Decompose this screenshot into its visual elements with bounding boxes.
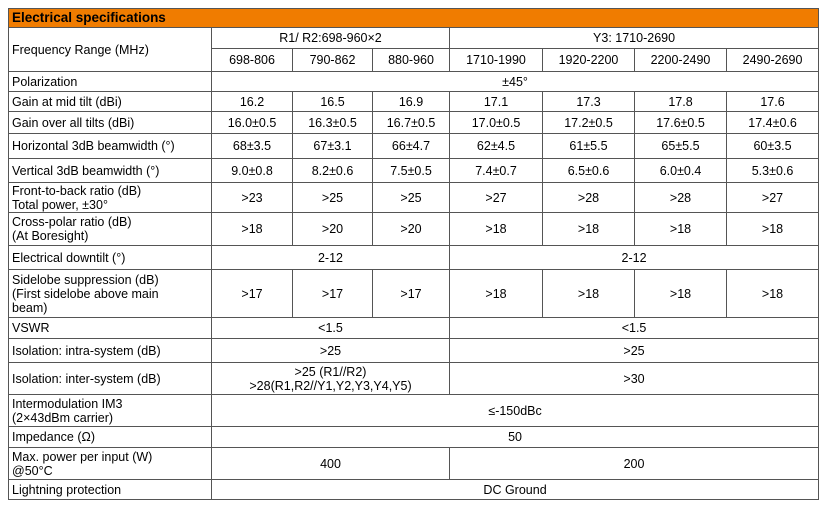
value-cell: 6.5±0.6 — [543, 159, 635, 183]
label-line: @50°C — [12, 463, 53, 478]
label-line: beam) — [12, 300, 48, 315]
value-cell: 16.2 — [212, 92, 293, 112]
label-line: Total power, ±30° — [12, 197, 108, 212]
value-cell: >17 — [373, 270, 450, 318]
value-cell: 16.7±0.5 — [373, 112, 450, 134]
value-cell: 17.8 — [635, 92, 727, 112]
value-cell: >27 — [727, 183, 819, 213]
value-cell: 67±3.1 — [293, 134, 373, 159]
label-line: (2×43dBm carrier) — [12, 410, 114, 425]
value-cell: 16.5 — [293, 92, 373, 112]
label-line: (At Boresight) — [12, 229, 89, 243]
value-cell: 16.0±0.5 — [212, 112, 293, 134]
electrical-spec-table — [8, 8, 819, 500]
value-cell: 17.4±0.6 — [727, 112, 819, 134]
value-cell: 6.0±0.4 — [635, 159, 727, 183]
group-r-label: R1/ R2:698-960×2 — [212, 28, 450, 49]
value-cell: 17.6±0.5 — [635, 112, 727, 134]
isolation-intra-row — [9, 339, 819, 363]
im3-row — [9, 395, 819, 427]
max-power-y-value: 200 — [450, 448, 819, 480]
polarization-row — [9, 72, 819, 92]
value-cell: 65±5.5 — [635, 134, 727, 159]
value-cell: 7.5±0.5 — [373, 159, 450, 183]
value-cell: 5.3±0.6 — [727, 159, 819, 183]
value-cell: >18 — [635, 213, 727, 246]
downtilt-y-value: 2-12 — [450, 246, 819, 270]
value-cell: 9.0±0.8 — [212, 159, 293, 183]
group-y-label: Y3: 1710-2690 — [450, 28, 819, 49]
value-cell: >18 — [543, 270, 635, 318]
max-power-row — [9, 448, 819, 480]
band-cell: 2200-2490 — [635, 49, 727, 72]
polarization-label: Polarization — [9, 72, 212, 92]
lightning-value: DC Ground — [212, 480, 819, 500]
value-cell: 68±3.5 — [212, 134, 293, 159]
gain-mid-row — [9, 92, 819, 112]
gain-all-row — [9, 112, 819, 134]
value-cell: >17 — [212, 270, 293, 318]
vswr-r-value: <1.5 — [212, 318, 450, 339]
label-line: Sidelobe suppression (dB) — [12, 272, 159, 287]
value-cell: 17.0±0.5 — [450, 112, 543, 134]
band-cell: 790-862 — [293, 49, 373, 72]
isolation-intra-label: Isolation: intra-system (dB) — [9, 339, 212, 363]
table-title: Electrical specifications — [9, 9, 819, 28]
impedance-label: Impedance (Ω) — [9, 427, 212, 448]
freq-group-row — [9, 28, 819, 49]
polarization-value: ±45° — [212, 72, 819, 92]
value-cell: >23 — [212, 183, 293, 213]
band-cell: 2490-2690 — [727, 49, 819, 72]
value-cell: 16.3±0.5 — [293, 112, 373, 134]
spec-sheet — [8, 8, 818, 500]
value-cell: 66±4.7 — [373, 134, 450, 159]
band-cell: 1920-2200 — [543, 49, 635, 72]
value-cell: >17 — [293, 270, 373, 318]
value-line: >25 (R1//R2) — [294, 364, 367, 379]
vswr-row — [9, 318, 819, 339]
label-line: Max. power per input (W) — [12, 449, 153, 464]
downtilt-r-value: 2-12 — [212, 246, 450, 270]
value-cell: >20 — [373, 213, 450, 246]
value-cell: >25 — [293, 183, 373, 213]
table-header-row — [9, 9, 819, 28]
im3-label — [9, 395, 212, 427]
value-cell: >28 — [543, 183, 635, 213]
v3db-row — [9, 159, 819, 183]
isolation-inter-row — [9, 363, 819, 395]
value-cell: 7.4±0.7 — [450, 159, 543, 183]
label-line: Cross-polar ratio (dB) — [12, 215, 132, 229]
value-cell: >18 — [450, 270, 543, 318]
value-cell: 17.3 — [543, 92, 635, 112]
isolation-intra-r-value: >25 — [212, 339, 450, 363]
max-power-label — [9, 448, 212, 480]
isolation-intra-y-value: >25 — [450, 339, 819, 363]
value-cell: 17.2±0.5 — [543, 112, 635, 134]
value-cell: 17.6 — [727, 92, 819, 112]
impedance-value: 50 — [212, 427, 819, 448]
value-cell: 8.2±0.6 — [293, 159, 373, 183]
label-line: Intermodulation IM3 — [12, 396, 123, 411]
label-line: Front-to-back ratio (dB) — [12, 183, 142, 198]
sidelobe-row — [9, 270, 819, 318]
value-cell: >27 — [450, 183, 543, 213]
cross-polar-label — [9, 213, 212, 246]
value-cell: >18 — [727, 213, 819, 246]
lightning-row — [9, 480, 819, 500]
value-cell: >18 — [635, 270, 727, 318]
isolation-inter-y-value: >30 — [450, 363, 819, 395]
band-cell: 698-806 — [212, 49, 293, 72]
freq-label: Frequency Range (MHz) — [9, 28, 212, 72]
gain-mid-label: Gain at mid tilt (dBi) — [9, 92, 212, 112]
value-cell: >28 — [635, 183, 727, 213]
v3db-label: Vertical 3dB beamwidth (°) — [9, 159, 212, 183]
front-to-back-row — [9, 183, 819, 213]
sidelobe-label — [9, 270, 212, 318]
label-line: (First sidelobe above main — [12, 286, 159, 301]
value-cell: >20 — [293, 213, 373, 246]
isolation-inter-r-value — [212, 363, 450, 395]
front-to-back-label — [9, 183, 212, 213]
lightning-label: Lightning protection — [9, 480, 212, 500]
value-cell: >18 — [727, 270, 819, 318]
max-power-r-value: 400 — [212, 448, 450, 480]
value-cell: >18 — [212, 213, 293, 246]
vswr-label: VSWR — [9, 318, 212, 339]
value-cell: 17.1 — [450, 92, 543, 112]
h3db-label: Horizontal 3dB beamwidth (°) — [9, 134, 212, 159]
downtilt-label: Electrical downtilt (°) — [9, 246, 212, 270]
value-cell: 16.9 — [373, 92, 450, 112]
value-cell: >18 — [543, 213, 635, 246]
value-line: >28(R1,R2//Y1,Y2,Y3,Y4,Y5) — [249, 378, 412, 393]
value-cell: 60±3.5 — [727, 134, 819, 159]
vswr-y-value: <1.5 — [450, 318, 819, 339]
gain-all-label: Gain over all tilts (dBi) — [9, 112, 212, 134]
im3-value: ≤-150dBc — [212, 395, 819, 427]
band-cell: 880-960 — [373, 49, 450, 72]
band-cell: 1710-1990 — [450, 49, 543, 72]
value-cell: >18 — [450, 213, 543, 246]
value-cell: 61±5.5 — [543, 134, 635, 159]
cross-polar-row — [9, 213, 819, 246]
downtilt-row — [9, 246, 819, 270]
isolation-inter-label: Isolation: inter-system (dB) — [9, 363, 212, 395]
value-cell: >25 — [373, 183, 450, 213]
impedance-row — [9, 427, 819, 448]
h3db-row — [9, 134, 819, 159]
value-cell: 62±4.5 — [450, 134, 543, 159]
